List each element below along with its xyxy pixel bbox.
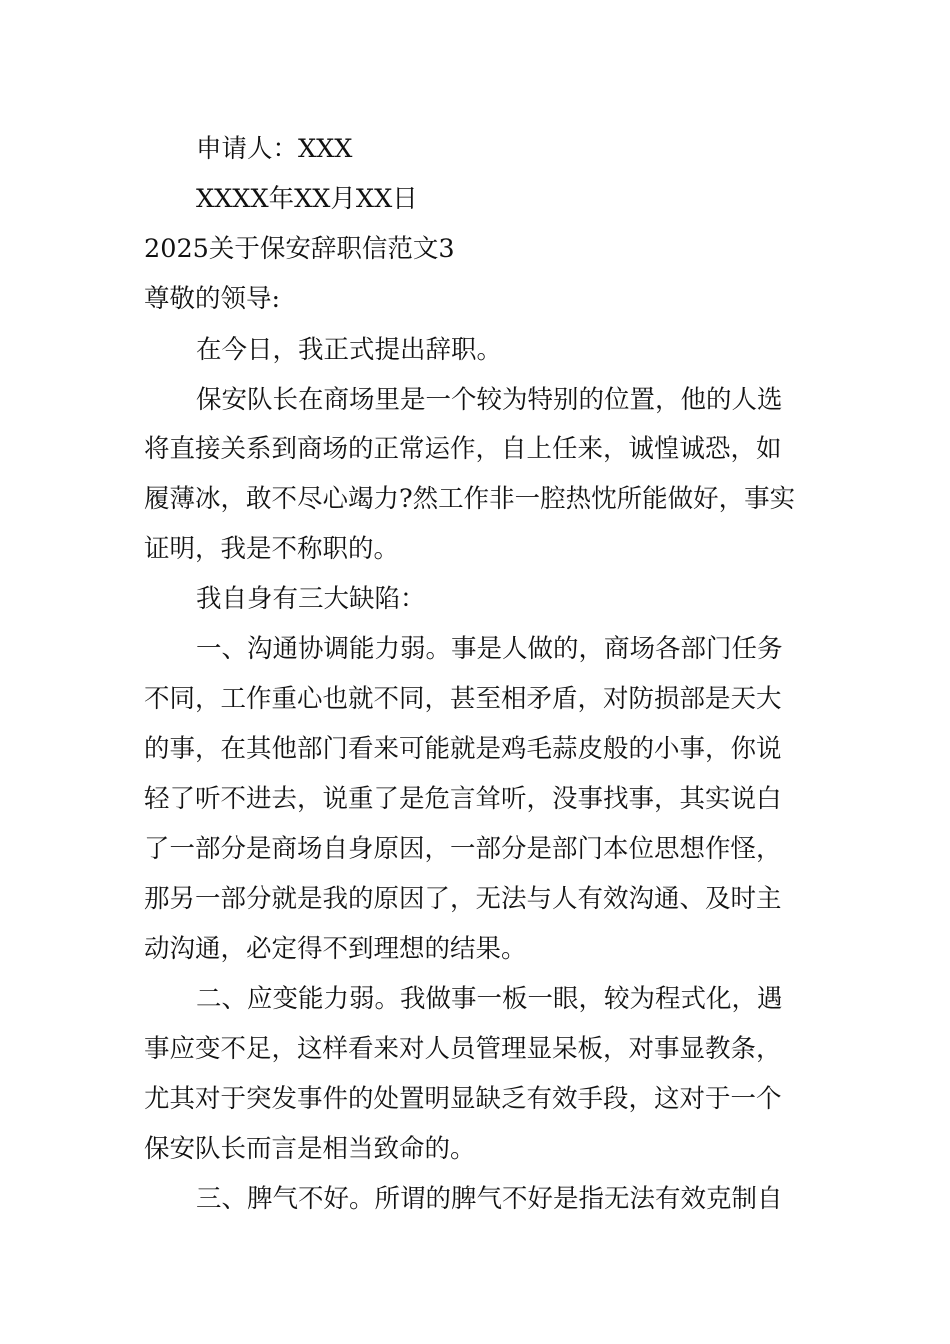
body-line: 轻了听不进去，说重了是危言耸听，没事找事，其实说白 (144, 784, 782, 814)
date-line: XXXX年XX月XX日 (196, 184, 418, 214)
body-line: 将直接关系到商场的正常运作，自上任来，诚惶诚恐，如 (144, 434, 782, 464)
body-line: 二、应变能力弱。我做事一板一眼，较为程式化，遇 (196, 984, 783, 1014)
body-line: 那另一部分就是我的原因了，无法与人有效沟通、及时主 (144, 884, 782, 914)
body-line: 尤其对于突发事件的处置明显缺乏有效手段，这对于一个 (144, 1084, 782, 1114)
body-line: 三、脾气不好。所谓的脾气不好是指无法有效克制自 (196, 1184, 783, 1214)
body-line: 了一部分是商场自身原因，一部分是部门本位思想作怪， (144, 834, 782, 864)
body-line: 证明，我是不称职的。 (144, 534, 400, 564)
letter-heading: 2025关于保安辞职信范文3 (144, 234, 455, 264)
body-line: 不同，工作重心也就不同，甚至相矛盾，对防损部是天大 (144, 684, 782, 714)
applicant-line: 申请人：XXX (196, 134, 353, 164)
body-line: 的事，在其他部门看来可能就是鸡毛蒜皮般的小事，你说 (144, 734, 782, 764)
body-line: 动沟通，必定得不到理想的结果。 (144, 934, 527, 964)
body-line: 在今日，我正式提出辞职。 (196, 335, 503, 365)
body-line: 保安队长在商场里是一个较为特别的位置，他的人选 (196, 385, 783, 415)
body-line: 我自身有三大缺陷： (196, 584, 426, 614)
body-line: 事应变不足，这样看来对人员管理显呆板，对事显教条， (144, 1034, 782, 1064)
salutation: 尊敬的领导: (144, 284, 281, 314)
body-line: 一、沟通协调能力弱。事是人做的，商场各部门任务 (196, 634, 783, 664)
body-line: 履薄冰，敢不尽心竭力?然工作非一腔热忱所能做好，事实 (144, 484, 796, 514)
body-line: 保安队长而言是相当致命的。 (144, 1134, 476, 1164)
